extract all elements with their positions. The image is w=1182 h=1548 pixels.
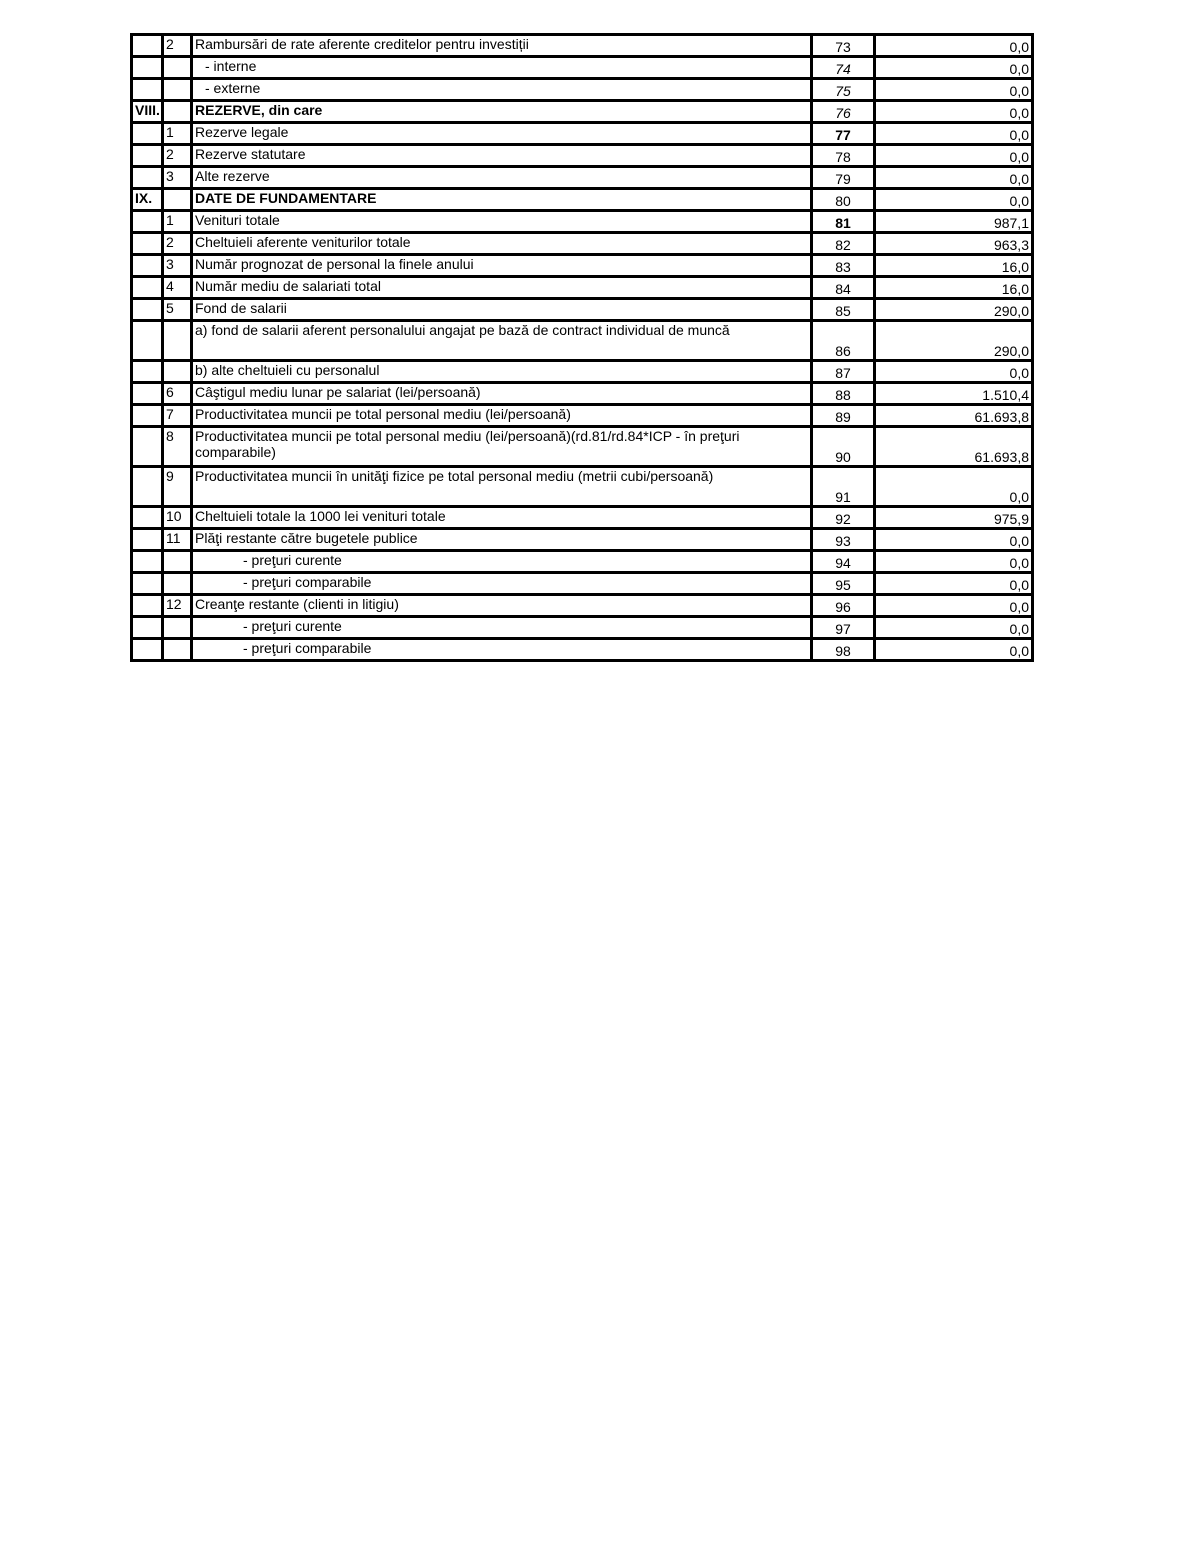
table-row xyxy=(132,507,1033,529)
description-cell: b) alte cheltuieli cu personalul xyxy=(192,361,812,383)
table-row xyxy=(132,189,1033,211)
row-code-cell: 91 xyxy=(812,467,875,507)
row-code-cell: 74 xyxy=(812,57,875,79)
item-number-cell: 2 xyxy=(163,145,192,167)
item-number-cell: 5 xyxy=(163,299,192,321)
section-numeral-cell xyxy=(132,299,163,321)
row-code-cell: 76 xyxy=(812,101,875,123)
value-cell: 975,9 xyxy=(875,507,1033,529)
section-numeral-cell xyxy=(132,551,163,573)
section-numeral-cell xyxy=(132,573,163,595)
item-number-cell: 7 xyxy=(163,405,192,427)
item-number-cell: 10 xyxy=(163,507,192,529)
description-cell: Rambursări de rate aferente creditelor pentru investiții xyxy=(192,35,812,57)
item-number-cell xyxy=(163,321,192,361)
value-cell: 16,0 xyxy=(875,255,1033,277)
table-row xyxy=(132,57,1033,79)
section-numeral-cell xyxy=(132,233,163,255)
table-row xyxy=(132,551,1033,573)
description-cell: - interne xyxy=(192,57,812,79)
description-cell: Cheltuieli aferente veniturilor totale xyxy=(192,233,812,255)
item-number-cell xyxy=(163,57,192,79)
value-cell: 61.693,8 xyxy=(875,427,1033,467)
table-row xyxy=(132,211,1033,233)
row-code-cell: 95 xyxy=(812,573,875,595)
section-numeral-cell xyxy=(132,255,163,277)
value-cell: 16,0 xyxy=(875,277,1033,299)
value-cell: 0,0 xyxy=(875,639,1033,661)
description-cell: Alte rezerve xyxy=(192,167,812,189)
table-row xyxy=(132,639,1033,661)
description-cell: DATE DE FUNDAMENTARE xyxy=(192,189,812,211)
section-numeral-cell xyxy=(132,321,163,361)
row-code-cell: 94 xyxy=(812,551,875,573)
value-cell: 963,3 xyxy=(875,233,1033,255)
section-numeral-cell xyxy=(132,361,163,383)
description-cell: - preţuri curente xyxy=(192,617,812,639)
description-cell: Rezerve statutare xyxy=(192,145,812,167)
description-cell: Fond de salarii xyxy=(192,299,812,321)
row-code-cell: 81 xyxy=(812,211,875,233)
row-code-cell: 92 xyxy=(812,507,875,529)
value-cell: 0,0 xyxy=(875,529,1033,551)
table-row xyxy=(132,35,1033,57)
table-row xyxy=(132,277,1033,299)
item-number-cell xyxy=(163,101,192,123)
table-row xyxy=(132,617,1033,639)
value-cell: 61.693,8 xyxy=(875,405,1033,427)
value-cell: 0,0 xyxy=(875,79,1033,101)
item-number-cell xyxy=(163,361,192,383)
row-code-cell: 86 xyxy=(812,321,875,361)
item-number-cell: 1 xyxy=(163,211,192,233)
row-code-cell: 96 xyxy=(812,595,875,617)
section-numeral-cell xyxy=(132,123,163,145)
table-row xyxy=(132,321,1033,361)
table-row xyxy=(132,427,1033,467)
row-code-cell: 80 xyxy=(812,189,875,211)
row-code-cell: 93 xyxy=(812,529,875,551)
row-code-cell: 73 xyxy=(812,35,875,57)
table-row xyxy=(132,361,1033,383)
section-numeral-cell xyxy=(132,467,163,507)
row-code-cell: 88 xyxy=(812,383,875,405)
item-number-cell: 2 xyxy=(163,233,192,255)
table-row xyxy=(132,529,1033,551)
description-cell: - preţuri curente xyxy=(192,551,812,573)
table-row xyxy=(132,255,1033,277)
section-numeral-cell xyxy=(132,595,163,617)
description-cell: Venituri totale xyxy=(192,211,812,233)
table-body xyxy=(132,35,1033,661)
item-number-cell: 8 xyxy=(163,427,192,467)
description-cell: Câştigul mediu lunar pe salariat (lei/persoană) xyxy=(192,383,812,405)
item-number-cell xyxy=(163,639,192,661)
row-code-cell: 97 xyxy=(812,617,875,639)
table-row xyxy=(132,101,1033,123)
item-number-cell: 12 xyxy=(163,595,192,617)
row-code-cell: 98 xyxy=(812,639,875,661)
value-cell: 0,0 xyxy=(875,35,1033,57)
table-row xyxy=(132,123,1033,145)
value-cell: 290,0 xyxy=(875,299,1033,321)
table-row xyxy=(132,79,1033,101)
value-cell: 0,0 xyxy=(875,595,1033,617)
item-number-cell: 3 xyxy=(163,167,192,189)
description-cell: Cheltuieli totale la 1000 lei venituri totale xyxy=(192,507,812,529)
table-row xyxy=(132,573,1033,595)
row-code-cell: 84 xyxy=(812,277,875,299)
description-cell: Rezerve legale xyxy=(192,123,812,145)
value-cell: 0,0 xyxy=(875,101,1033,123)
row-code-cell: 89 xyxy=(812,405,875,427)
section-numeral-cell: IX. xyxy=(132,189,163,211)
row-code-cell: 77 xyxy=(812,123,875,145)
description-cell: Productivitatea muncii pe total personal mediu (lei/persoană)(rd.81/rd.84*ICP - în preţuri comparabile) xyxy=(192,427,812,467)
row-code-cell: 83 xyxy=(812,255,875,277)
financial-indicators-table xyxy=(130,33,1034,662)
value-cell: 0,0 xyxy=(875,167,1033,189)
item-number-cell: 4 xyxy=(163,277,192,299)
value-cell: 0,0 xyxy=(875,57,1033,79)
section-numeral-cell xyxy=(132,639,163,661)
item-number-cell xyxy=(163,189,192,211)
item-number-cell xyxy=(163,79,192,101)
value-cell: 0,0 xyxy=(875,145,1033,167)
section-numeral-cell xyxy=(132,167,163,189)
item-number-cell: 2 xyxy=(163,35,192,57)
value-cell: 1.510,4 xyxy=(875,383,1033,405)
value-cell: 0,0 xyxy=(875,467,1033,507)
section-numeral-cell xyxy=(132,57,163,79)
section-numeral-cell xyxy=(132,617,163,639)
table-row xyxy=(132,405,1033,427)
description-cell: - externe xyxy=(192,79,812,101)
description-cell: - preţuri comparabile xyxy=(192,573,812,595)
item-number-cell xyxy=(163,617,192,639)
section-numeral-cell xyxy=(132,211,163,233)
section-numeral-cell xyxy=(132,529,163,551)
value-cell: 290,0 xyxy=(875,321,1033,361)
item-number-cell: 1 xyxy=(163,123,192,145)
table-row xyxy=(132,595,1033,617)
value-cell: 0,0 xyxy=(875,573,1033,595)
description-cell: - preţuri comparabile xyxy=(192,639,812,661)
table-row xyxy=(132,299,1033,321)
item-number-cell: 9 xyxy=(163,467,192,507)
row-code-cell: 78 xyxy=(812,145,875,167)
section-numeral-cell xyxy=(132,79,163,101)
row-code-cell: 85 xyxy=(812,299,875,321)
description-cell: REZERVE, din care xyxy=(192,101,812,123)
value-cell: 0,0 xyxy=(875,361,1033,383)
item-number-cell xyxy=(163,573,192,595)
item-number-cell xyxy=(163,551,192,573)
table-row xyxy=(132,167,1033,189)
section-numeral-cell xyxy=(132,35,163,57)
value-cell: 987,1 xyxy=(875,211,1033,233)
section-numeral-cell xyxy=(132,405,163,427)
row-code-cell: 90 xyxy=(812,427,875,467)
description-cell: a) fond de salarii aferent personalului angajat pe bază de contract individual de muncă xyxy=(192,321,812,361)
section-numeral-cell xyxy=(132,277,163,299)
row-code-cell: 82 xyxy=(812,233,875,255)
row-code-cell: 75 xyxy=(812,79,875,101)
description-cell: Plăţi restante către bugetele publice xyxy=(192,529,812,551)
value-cell: 0,0 xyxy=(875,123,1033,145)
table-row xyxy=(132,467,1033,507)
table-row xyxy=(132,145,1033,167)
row-code-cell: 79 xyxy=(812,167,875,189)
section-numeral-cell xyxy=(132,383,163,405)
section-numeral-cell xyxy=(132,507,163,529)
value-cell: 0,0 xyxy=(875,617,1033,639)
description-cell: Creanţe restante (clienti in litigiu) xyxy=(192,595,812,617)
description-cell: Număr prognozat de personal la finele anului xyxy=(192,255,812,277)
item-number-cell: 11 xyxy=(163,529,192,551)
section-numeral-cell xyxy=(132,427,163,467)
row-code-cell: 87 xyxy=(812,361,875,383)
value-cell: 0,0 xyxy=(875,551,1033,573)
table-row xyxy=(132,383,1033,405)
table-row xyxy=(132,233,1033,255)
item-number-cell: 3 xyxy=(163,255,192,277)
description-cell: Productivitatea muncii pe total personal mediu (lei/persoană) xyxy=(192,405,812,427)
section-numeral-cell: VIII. xyxy=(132,101,163,123)
description-cell: Productivitatea muncii în unităţi fizice pe total personal mediu (metrii cubi/persoană) xyxy=(192,467,812,507)
value-cell: 0,0 xyxy=(875,189,1033,211)
section-numeral-cell xyxy=(132,145,163,167)
description-cell: Număr mediu de salariati total xyxy=(192,277,812,299)
item-number-cell: 6 xyxy=(163,383,192,405)
